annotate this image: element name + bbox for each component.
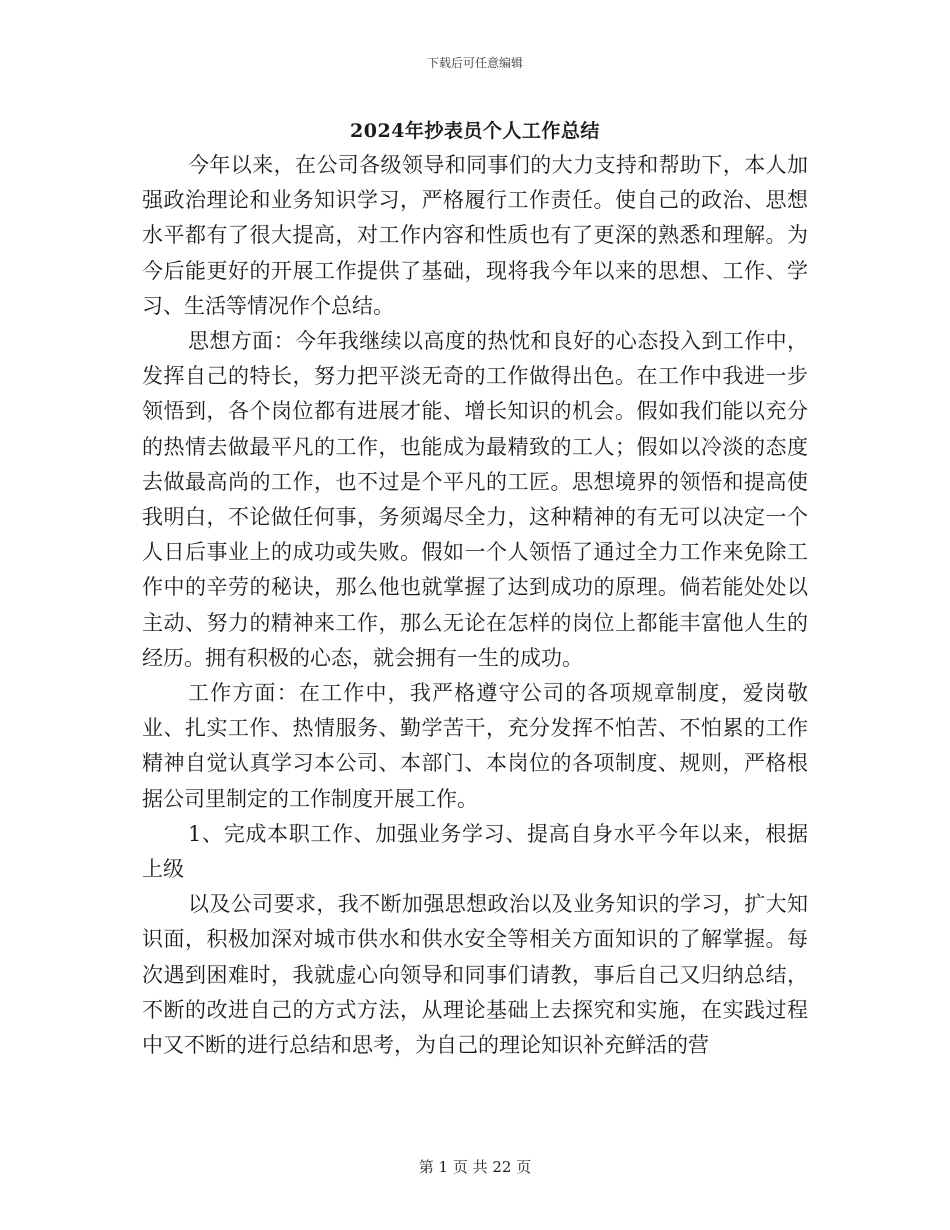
header-note: 下载后可任意编辑: [426, 56, 523, 70]
paragraph-work: 工作方面：在工作中，我严格遵守公司的各项规章制度，爱岗敬业、扎实工作、热情服务、勤学苦干，充分发挥不怕苦、不怕累的工作精神自觉认真学习本公司、本部门、本岗位的各项制度、规则，严格根据公司里制定的工作制度开展工作。: [142, 681, 808, 811]
paragraph-item-1: 1、完成本职工作、加强业务学习、提高自身水平今年以来，根据上级: [142, 821, 808, 882]
paragraph-thought: 思想方面：今年我继续以高度的热忱和良好的心态投入到工作中，发挥自己的特长，努力把平淡无奇的工作做得出色。在工作中我进一步领悟到，各个岗位都有进展才能、增长知识的机会。假如我们能以充分的热情去做最平凡的工作，也能成为最精致的工人；假如以冷淡的态度去做最高尚的工作，也不过是个平凡的工匠。思想境界的领悟和提高使我明白，不论做任何事，务须竭尽全力，这种精神的有无可以决定一个人日后事业上的成功或失败。假如一个人领悟了通过全力工作来免除工作中的辛劳的秘诀，那么他也就掌握了达到成功的原理。倘若能处处以主动、努力的精神来工作，那么无论在怎样的岗位上都能丰富他人生的经历。拥有积极的心态，就会拥有一生的成功。: [142, 329, 808, 670]
paragraph-study: 以及公司要求，我不断加强思想政治以及业务知识的学习，扩大知识面，积极加深对城市供水和供水安全等相关方面知识的了解掌握。每次遇到困难时，我就虚心向领导和同事们请教，事后自己又归纳总结，不断的改进自己的方式方法，从理论基础上去探究和实施，在实践过程中又不断的进行总结和思考，为自己的理论知识补充鲜活的营: [142, 892, 808, 1058]
document-body: [142, 148, 808, 1063]
paragraph-intro: 今年以来，在公司各级领导和同事们的大力支持和帮助下，本人加强政治理论和业务知识学习，严格履行工作责任。使自己的政治、思想水平都有了很大提高，对工作内容和性质也有了更深的熟悉和理解。为今后能更好的开展工作提供了基础，现将我今年以来的思想、工作、学习、生活等情况作个总结。: [142, 153, 808, 318]
document-title: 2024年抄表员个人工作总结: [350, 120, 600, 142]
page-number: 第 1 页 共 22 页: [418, 1158, 532, 1176]
